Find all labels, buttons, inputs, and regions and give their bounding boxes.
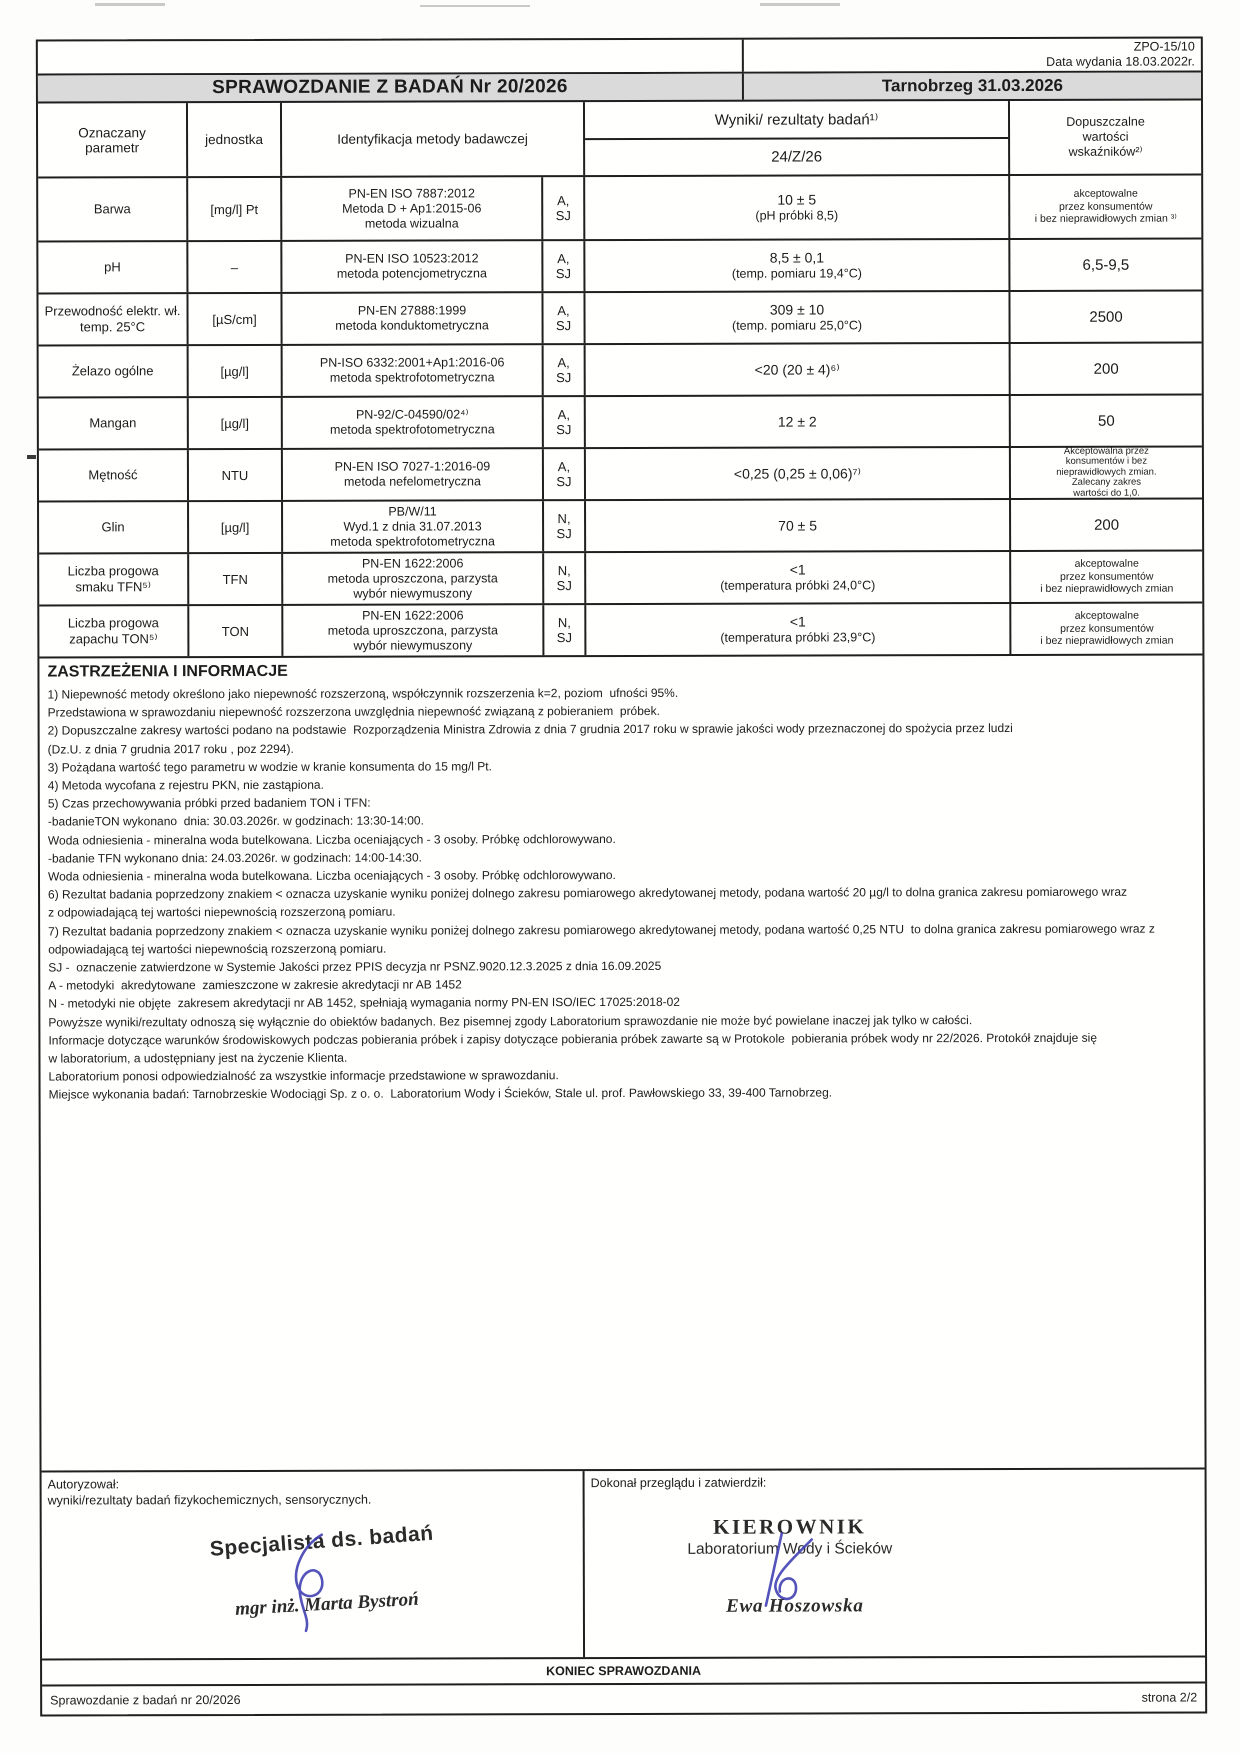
table-row xyxy=(38,291,1201,346)
cell-result xyxy=(586,552,1011,603)
cell-method: PN-ISO 6332:2001+Ap1:2016-06 metoda spektrofotometryczna xyxy=(283,345,544,396)
cell-limit: 200 xyxy=(1093,360,1119,378)
notes-section xyxy=(39,655,1204,1472)
cell-accreditation-flags: A, SJ xyxy=(544,397,586,447)
approved-by-label: Dokonał przeglądu i zatwierdził: xyxy=(590,1475,767,1491)
header-results-group xyxy=(585,101,1010,175)
cell-limit: akceptowalne przez konsumentów i bez nieprawidłowych zmian xyxy=(1040,609,1174,648)
cell-unit: TON xyxy=(189,606,283,656)
note-line: (Dz.U. z dnia 7 grudnia 2017 roku , poz 2294). xyxy=(47,741,294,757)
cell-accreditation-flags: N, SJ xyxy=(544,501,586,551)
cell-method: PN-EN ISO 7027-1:2016-09 metoda nefelometryczna xyxy=(283,449,544,500)
right-stamp xyxy=(675,1514,905,1559)
cell-parameter: Mętność xyxy=(39,450,189,500)
note-line: Laboratorium ponosi odpowiedzialność za wszystkie informacje przedstawione w sprawozdaniu. xyxy=(48,1068,559,1084)
cell-limit: 200 xyxy=(1094,516,1120,534)
cell-method: PN-EN 1622:2006 metoda uproszczona, parzysta wybór niewymuszony xyxy=(283,553,544,604)
header-method: Identyfikacja metody badawczej xyxy=(282,102,585,176)
note-line: 6) Rezultat badania poprzedzony znakiem < oznacza uzyskanie wyniku poniżej dolnego zakresu pomiarowego akredytowanej metody, podana wartość 20 µg/l to dolna granica zakresu pomiarowego wraz xyxy=(48,884,1128,902)
form-meta-box xyxy=(38,38,1201,75)
report-reference: Sprawozdanie z badań nr 20/2026 xyxy=(50,1693,241,1708)
note-line: Woda odniesienia - mineralna woda butelkowana. Liczba oceniających - 3 osoby. Próbkę odchlorowywano. xyxy=(47,868,616,884)
footer-strip xyxy=(42,1683,1205,1714)
cell-parameter: Glin xyxy=(39,502,189,552)
left-stamp-name: mgr inż. Marta Bystroń xyxy=(234,1588,420,1620)
cell-result xyxy=(586,396,1011,447)
note-line: z odpowiadającą tej wartości niepewnością rozszerzoną pomiaru. xyxy=(48,905,396,920)
note-line: Powyższe wyniki/rezultaty odnoszą się wyłącznie do obiektów badanych. Bez pisemnej zgody Laboratorium sprawozdanie nie może być powielane inaczej jak tylko w całości. xyxy=(48,1012,973,1030)
cell-unit: NTU xyxy=(189,450,283,500)
scan-artifact xyxy=(420,5,530,7)
results-table-body xyxy=(38,175,1202,658)
cell-parameter: Żelazo ogólne xyxy=(39,346,189,396)
cell-parameter: Barwa xyxy=(38,178,188,240)
cell-result xyxy=(585,292,1010,343)
cell-method: PN-EN 1622:2006 metoda uproszczona, parzysta wybór niewymuszony xyxy=(283,605,544,656)
cell-limit: 6,5-9,5 xyxy=(1082,256,1130,274)
cell-method: PN-92/C-04590/02⁴⁾ metoda spektrofotometryczna xyxy=(283,397,544,448)
note-line: A - metodyki akredytowane zamieszczone w zakresie akredytacji nr AB 1452 xyxy=(48,977,462,993)
authorized-by-label: Autoryzował: wyniki/rezultaty badań fizykochemicznych, sensorycznych. xyxy=(47,1477,372,1508)
cell-accreditation-flags: N, SJ xyxy=(544,605,586,655)
table-row xyxy=(39,499,1202,554)
cell-result xyxy=(585,176,1010,239)
note-line: 4) Metoda wycofana z rejestru PKN, nie zastąpiona. xyxy=(47,777,324,793)
note-line: SJ - oznaczenie zatwierdzone w Systemie Jakości przez PPIS decyzja nr PSNZ.9020.12.3.2025 z dnia 16.09.2025 xyxy=(48,958,662,975)
issue-date: Data wydania 18.03.2022r. xyxy=(1046,54,1195,69)
cell-result xyxy=(586,500,1011,551)
signature-section xyxy=(42,1469,1205,1660)
note-line: Przedstawiona w sprawozdaniu niepewność rozszerzona uwzględnia niepewność związaną z pobieraniem próbek. xyxy=(47,704,660,720)
cell-parameter: Liczba progowa smaku TFN⁵⁾ xyxy=(39,554,189,604)
cell-method: PN-EN ISO 7887:2012 Metoda D + Ap1:2015-06 metoda wizualna xyxy=(282,177,543,240)
result-note: (pH próbki 8,5) xyxy=(755,208,839,223)
cell-parameter: Przewodność elektr. wł. temp. 25°C xyxy=(38,294,188,344)
cell-limit: akceptowalne przez konsumentów i bez nieprawidłowych zmian xyxy=(1040,557,1174,596)
result-value: <0,25 (0,25 ± 0,06)⁷⁾ xyxy=(733,464,862,482)
cell-parameter: pH xyxy=(38,242,188,292)
note-line: 5) Czas przechowywania próbki przed badaniem TON i TFN: xyxy=(47,795,371,811)
results-table-header xyxy=(38,100,1201,178)
cell-result xyxy=(585,240,1010,291)
header-limits: Dopuszczalne wartości wskaźników²⁾ xyxy=(1066,114,1145,159)
cell-result xyxy=(586,604,1011,655)
table-row xyxy=(38,239,1201,294)
note-line: w laboratorium, a udostępniany jest na życzenie Klienta. xyxy=(48,1050,348,1066)
cell-unit: [µg/l] xyxy=(189,398,283,448)
form-meta-empty-cell xyxy=(38,40,744,74)
report-title: SPRAWOZDANIE Z BADAŃ Nr 20/2026 xyxy=(38,74,744,102)
header-results: Wyniki/ rezultaty badań¹⁾ xyxy=(585,101,1008,140)
cell-accreditation-flags: A, SJ xyxy=(544,449,586,499)
result-value: <20 (20 ± 4)⁶⁾ xyxy=(754,360,840,378)
cell-result xyxy=(586,344,1011,395)
result-value: 309 ± 10 xyxy=(769,301,825,318)
cell-unit: – xyxy=(188,242,282,292)
form-code: ZPO-15/10 xyxy=(1133,39,1195,54)
cell-accreditation-flags: A, SJ xyxy=(544,345,586,395)
scan-artifact xyxy=(27,455,36,459)
result-value: 8,5 ± 0,1 xyxy=(769,249,825,266)
cell-parameter: Mangan xyxy=(39,398,189,448)
table-row xyxy=(39,551,1202,606)
note-line: odpowiadającą tej wartości niepewnością rozszerzoną pomiaru. xyxy=(48,941,387,957)
authorized-by-box xyxy=(42,1471,585,1658)
result-value: 10 ± 5 xyxy=(777,191,817,208)
note-line: 3) Pożądana wartość tego parametru w wodzie w kranie konsumenta do 15 mg/l Pt. xyxy=(47,759,492,775)
header-parameter: Oznaczany parametr xyxy=(38,103,188,176)
result-note: (temp. pomiaru 19,4°C) xyxy=(731,266,862,281)
cell-unit: TFN xyxy=(189,554,283,604)
cell-unit: [mg/l] Pt xyxy=(188,178,282,240)
cell-limit: akceptowalne przez konsumentów i bez nieprawidłowych zmian ³⁾ xyxy=(1034,187,1177,226)
right-stamp-name: Ewa Hoszowska xyxy=(726,1595,864,1617)
note-line: 2) Dopuszczalne zakresy wartości podano na podstawie Rozporządzenia Ministra Zdrowia z dnia 7 grudnia 2017 roku w sprawie jakości wody przeznaczonej do spożycia przez ludzi xyxy=(47,721,1013,738)
cell-method: PN-EN ISO 10523:2012 metoda potencjometryczna xyxy=(282,241,543,292)
cell-method: PN-EN 27888:1999 metoda konduktometryczna xyxy=(282,293,543,344)
cell-unit: [µg/l] xyxy=(189,502,283,552)
page-number: strona 2/2 xyxy=(1141,1690,1198,1705)
result-value: 70 ± 5 xyxy=(778,516,818,534)
note-line: Miejsce wykonania badań: Tarnobrzeskie Wodociągi Sp. z o. o. Laboratorium Wody i Ścieków, Stale ul. prof. Pawłowskiego 33, 39-400 Tarnobrzeg. xyxy=(48,1085,833,1102)
cell-unit: [µS/cm] xyxy=(188,294,282,344)
header-unit: jednostka xyxy=(188,103,282,176)
table-row xyxy=(39,343,1202,398)
table-row xyxy=(38,175,1201,242)
cell-parameter: Liczba progowa zapachu TON⁵⁾ xyxy=(39,606,189,656)
cell-result xyxy=(586,448,1011,499)
result-value: <1 xyxy=(789,561,806,578)
cell-accreditation-flags: A, SJ xyxy=(543,241,585,291)
result-note: (temperatura próbki 23,9°C) xyxy=(720,630,876,645)
place-and-date: Tarnobrzeg 31.03.2026 xyxy=(881,75,1064,96)
form-meta-cell xyxy=(744,38,1201,71)
notes-heading: ZASTRZEŻENIA I INFORMACJE xyxy=(47,662,288,681)
result-note: (temp. pomiaru 25,0°C) xyxy=(732,318,863,333)
table-row xyxy=(39,603,1202,658)
scan-artifact xyxy=(760,3,840,6)
cell-limit: 2500 xyxy=(1089,308,1123,326)
note-line: Woda odniesienia - mineralna woda butelkowana. Liczba oceniających - 3 osoby. Próbkę odchlorowywano. xyxy=(47,831,616,848)
note-line: 1) Niepewność metody określono jako niepewność rozszerzoną, współczynnik rozszerzenia k=2, poziom ufności 95%. xyxy=(47,685,679,702)
note-line: 7) Rezultat badania poprzedzony znakiem < oznacza uzyskanie wyniku poniżej dolnego zakresu pomiarowego akredytowanej metody, podana wartość 0,25 NTU to dolna granica zakresu pomiarowego wraz z xyxy=(48,921,1155,939)
approved-by-box xyxy=(585,1469,1205,1657)
report-document xyxy=(36,36,1207,1716)
table-row xyxy=(39,395,1202,450)
notes-lines xyxy=(47,682,1195,1104)
end-of-report-label: KONIEC SPRAWOZDANIA xyxy=(42,1657,1205,1686)
cell-accreditation-flags: A, SJ xyxy=(543,293,585,343)
cell-limit: 50 xyxy=(1097,412,1115,430)
right-stamp-role: KIEROWNIK xyxy=(713,1514,867,1539)
note-line: -badanieTON wykonano dnia: 30.03.2026r. w godzinach: 13:30-14:00. xyxy=(47,813,424,829)
cell-method: PB/W/11 Wyd.1 z dnia 31.07.2013 metoda spektrofotometryczna xyxy=(283,501,544,552)
header-sample-id: 24/Z/26 xyxy=(771,148,823,166)
table-row xyxy=(39,447,1202,502)
scan-artifact xyxy=(95,3,165,6)
cell-unit: [µg/l] xyxy=(189,346,283,396)
cell-accreditation-flags: N, SJ xyxy=(544,553,586,603)
cell-accreditation-flags: A, SJ xyxy=(543,177,585,239)
title-bar xyxy=(38,72,1201,103)
left-stamp-role: Specjalista ds. badań xyxy=(209,1521,435,1561)
cell-limit: Akceptowalna przez konsumentów i bez nieprawidłowych zmian. Zalecany zakres wartości do 1,0. xyxy=(1056,445,1157,499)
result-value: 12 ± 2 xyxy=(777,412,817,430)
result-value: <1 xyxy=(789,613,806,630)
result-note: (temperatura próbki 24,0°C) xyxy=(720,578,876,593)
note-line: Informacje dotyczące warunków środowiskowych podczas pobierania próbek i zapisy dotyczące pobierania próbek zawarte są w Protokole pobierania próbek wody nr 22/2026. Protokół znajduje się xyxy=(48,1030,1098,1048)
right-stamp-org: Laboratorium Wody i Ścieków xyxy=(687,1540,893,1558)
note-line: -badanie TFN wykonano dnia: 24.03.2026r. w godzinach: 14:00-14:30. xyxy=(47,850,423,866)
note-line: N - metodyki nie objęte zakresem akredytacji nr AB 1452, spełniają wymagania normy PN-EN ISO/IEC 17025:2018-02 xyxy=(48,995,680,1011)
